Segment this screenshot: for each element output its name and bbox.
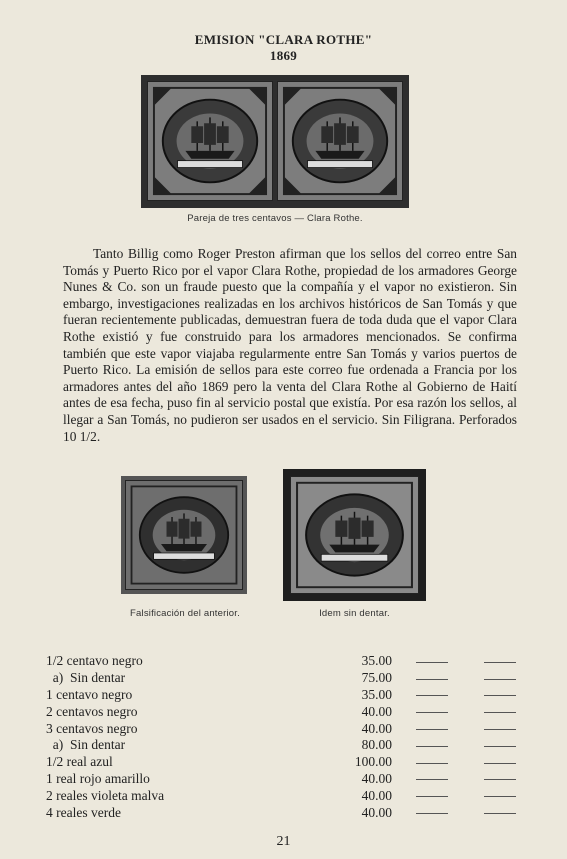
price-row bbox=[46, 720, 534, 737]
stamp-price: 40.00 bbox=[361, 770, 392, 786]
empty-price-dash bbox=[398, 670, 466, 687]
stamp-description: 4 reales verde bbox=[46, 804, 121, 820]
stamp-description: 2 reales violeta malva bbox=[46, 787, 165, 803]
imperf-stamp-image bbox=[283, 469, 426, 601]
stamp-description: 1/2 centavo negro bbox=[46, 653, 143, 669]
price-row bbox=[46, 653, 534, 670]
price-row bbox=[46, 687, 534, 704]
empty-price-dash bbox=[466, 771, 534, 788]
empty-price-dash bbox=[398, 804, 466, 821]
stamp-price: 35.00 bbox=[361, 653, 392, 669]
empty-price-dash bbox=[466, 737, 534, 754]
stamp-price: 80.00 bbox=[361, 737, 392, 753]
price-list bbox=[46, 653, 534, 821]
empty-price-dash bbox=[398, 720, 466, 737]
stamp-ship-art bbox=[126, 481, 242, 589]
stamp-price: 40.00 bbox=[361, 703, 392, 719]
stamp-price: 40.00 bbox=[361, 787, 392, 803]
stamp-price: 40.00 bbox=[361, 720, 392, 736]
imperf-caption: Idem sin dentar. bbox=[319, 608, 390, 619]
stamp-description: 1 centavo negro bbox=[46, 686, 133, 702]
stamp-ship-art bbox=[291, 477, 418, 593]
page-title: EMISION "CLARA ROTHE" bbox=[194, 32, 373, 47]
empty-price-dash bbox=[398, 787, 466, 804]
empty-price-dash bbox=[398, 703, 466, 720]
stamp-description: 1/2 real azul bbox=[46, 754, 113, 770]
stamp-right bbox=[277, 81, 403, 201]
forgery-stamp-image bbox=[121, 476, 247, 594]
stamp-description: a) Sin dentar bbox=[46, 737, 126, 753]
price-row bbox=[46, 670, 534, 687]
empty-price-dash bbox=[398, 737, 466, 754]
empty-price-dash bbox=[466, 804, 534, 821]
empty-price-dash bbox=[466, 670, 534, 687]
stamp-ship-art bbox=[278, 82, 402, 200]
body-paragraph: Tanto Billig como Roger Preston afirman que los sellos del correo entre San Tomás y Puerto Rico por el vapor Clara Rothe, propiedad de los armadores George Nunes & Co. son un fraude puesto que la compañía y el vapor no existieron. Sin embargo, investigaciones realizadas en los archivos históricos de San Tomás y que fueran recientemente publicadas, demuestran fuera de toda duda que el vapor Clara Rothe existió y fue construido para los armadores mencionados. Se confirma también que este vapor viajaba regularmente entre San Tomás y varios puertos de Puerto Rico. La emisión de sellos para este correo fue ordenada a Francia por los armadores antes del año 1869 pero la venta del Clara Rothe al Gobierno de Haití antes de esa fecha, puso fin al servicio postal que existía. Por esa razón los sellos, al llegar a San Tomás, no pudieron ser usados en el servicio. Sin Filigrana. Perforados 10 1/2. bbox=[63, 246, 517, 444]
empty-price-dash bbox=[466, 653, 534, 670]
empty-price-dash bbox=[466, 720, 534, 737]
stamp-description: a) Sin dentar bbox=[46, 670, 126, 686]
stamp-pair-image bbox=[141, 75, 409, 208]
empty-price-dash bbox=[466, 703, 534, 720]
forgery-caption: Falsificación del anterior. bbox=[130, 608, 240, 619]
stamp-price: 40.00 bbox=[361, 804, 392, 820]
stamp-price: 75.00 bbox=[361, 670, 392, 686]
empty-price-dash bbox=[466, 787, 534, 804]
empty-price-dash bbox=[466, 754, 534, 771]
empty-price-dash bbox=[398, 653, 466, 670]
empty-price-dash bbox=[398, 687, 466, 704]
price-row bbox=[46, 804, 534, 821]
price-row bbox=[46, 754, 534, 771]
price-row bbox=[46, 771, 534, 788]
price-row bbox=[46, 787, 534, 804]
stamp-price: 100.00 bbox=[354, 754, 392, 770]
stamp-ship-art bbox=[148, 82, 272, 200]
empty-price-dash bbox=[466, 687, 534, 704]
stamp-description: 1 real rojo amarillo bbox=[46, 770, 150, 786]
price-row bbox=[46, 703, 534, 720]
pair-caption: Pareja de tres centavos — Clara Rothe. bbox=[187, 213, 363, 224]
stamp-description: 2 centavos negro bbox=[46, 703, 138, 719]
issue-year: 1869 bbox=[269, 48, 298, 63]
stamp-left bbox=[147, 81, 273, 201]
page-number: 21 bbox=[276, 834, 291, 849]
empty-price-dash bbox=[398, 754, 466, 771]
empty-price-dash bbox=[398, 771, 466, 788]
forgery-stamp bbox=[125, 480, 243, 590]
stamp-price: 35.00 bbox=[361, 686, 392, 702]
stamp-description: 3 centavos negro bbox=[46, 720, 138, 736]
imperf-stamp bbox=[290, 476, 419, 594]
price-row bbox=[46, 737, 534, 754]
